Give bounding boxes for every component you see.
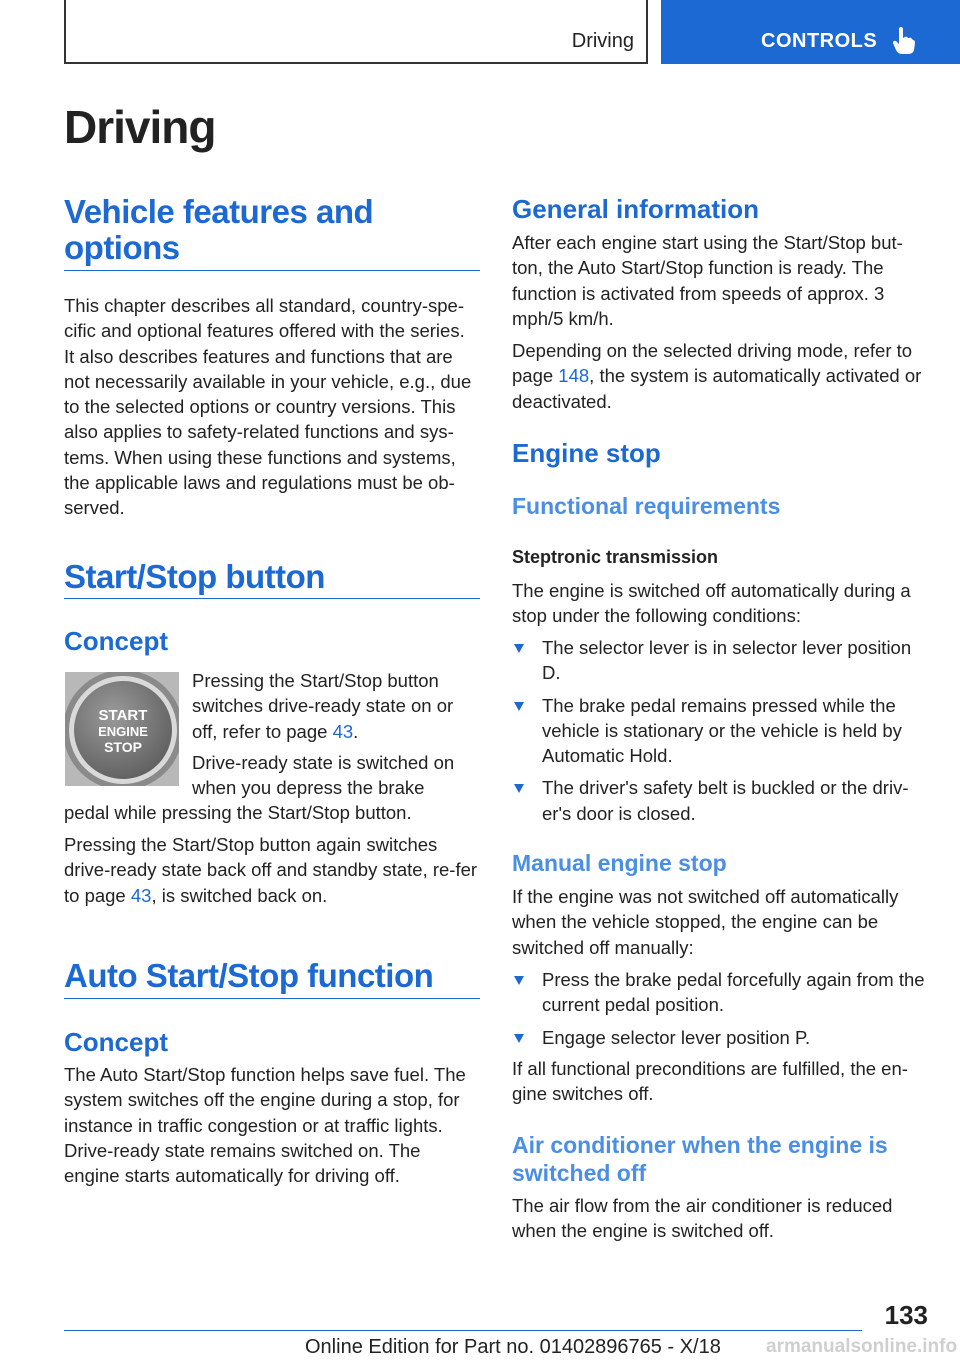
list-item: Engage selector lever position P. — [512, 1025, 928, 1050]
triangle-bullet-icon — [514, 976, 524, 985]
manual-engine-stop-list — [512, 967, 928, 1057]
footer-rule — [64, 1330, 862, 1331]
section-rule — [64, 270, 480, 271]
general-information-text-2: Depending on the selected driving mode, refer to page 148, the system is automatically activated or deactivated. — [512, 340, 922, 412]
page-ref-link[interactable]: 43 — [332, 720, 354, 742]
section-title-vehicle-features: Vehicle features and options — [64, 193, 374, 266]
list-item: The driver's safety belt is buckled or the driv-er's door is closed. — [512, 775, 928, 826]
concept-paragraph-3: Pressing the Start/Stop button again switches drive-ready state back off and standby state, re-fer to page 43, is switched back on. — [64, 834, 478, 906]
header-chapter-tab — [661, 0, 960, 64]
subsection-title-concept: Concept — [64, 626, 168, 656]
vehicle-features-text: This chapter describes all standard, country-spe-cific and optional features offered with the series. It also describes features and functions that are not necessarily available in your vehicle, e.g., due to the selected options or country versions. This also applies to safety-related functions and sys-tems. When using these functions and systems, the applicable laws and regulations must be ob-served. — [64, 295, 472, 519]
subsection-title-concept-2: Concept — [64, 1027, 168, 1057]
concept-paragraph-1: Pressing the Start/Stop button switches drive-ready state on or off, refer to page 43. — [192, 670, 454, 742]
air-conditioner-text: The air flow from the air conditioner is reduced when the engine is switched off. — [512, 1195, 893, 1242]
steptronic-conditions-list — [512, 635, 928, 833]
footer-edition: Online Edition for Part no. 01402896765 - X/18 — [305, 1336, 721, 1358]
subsection-title-functional-requirements: Functional requirements — [512, 493, 781, 519]
page-number: 133 — [884, 1300, 928, 1330]
button-image-line-3: STOP — [104, 739, 142, 755]
subsection-title-air-conditioner: Air conditioner when the engine is switched off — [512, 1132, 888, 1186]
concept-paragraph-2b: pedal while pressing the Start/Stop button. — [64, 802, 412, 823]
start-stop-button-image — [65, 672, 179, 786]
concept-paragraph-2a: Drive-ready state is switched on when you depress the brake — [192, 752, 455, 799]
page-ref-link[interactable]: 43 — [130, 884, 152, 906]
subsection-title-general-information: General information — [512, 194, 760, 224]
section-title-start-stop-button: Start/Stop button — [64, 558, 325, 595]
manual-engine-stop-text: If the engine was not switched off automatically when the vehicle stopped, the engine can be switched off manually: — [512, 886, 899, 958]
header-section-label: Driving — [571, 30, 634, 52]
footer-watermark: armanualsonline.info — [766, 1336, 958, 1357]
auto-start-stop-concept-text: The Auto Start/Stop function helps save fuel. The system switches off the engine during a stop, for instance in traffic congestion or at traffic lights. Drive-ready state remains switched on. The engine starts automatically for driving off. — [64, 1064, 466, 1187]
manual-engine-stop-after-text: If all functional preconditions are fulfilled, the en-gine switches off. — [512, 1058, 908, 1105]
list-item: The brake pedal remains pressed while the vehicle is stationary or the vehicle is held by Automatic Hold. — [512, 693, 928, 769]
subsection-title-engine-stop: Engine stop — [512, 438, 661, 468]
button-image-line-1: START — [98, 707, 148, 724]
triangle-bullet-icon — [514, 702, 524, 711]
header-chapter-label: CONTROLS — [761, 30, 878, 52]
list-item: The selector lever is in selector lever position D. — [512, 635, 928, 686]
section-rule — [64, 598, 480, 599]
general-information-text-1: After each engine start using the Start/Stop but-ton, the Auto Start/Stop function is ready. The function is activated from speeds of approx. 3 mph/5 km/h. — [512, 232, 903, 329]
subsection-title-steptronic: Steptronic transmission — [512, 547, 719, 567]
hand-pointer-icon — [893, 26, 915, 54]
page-title: Driving — [64, 101, 216, 153]
section-title-auto-start-stop: Auto Start/Stop function — [64, 957, 434, 994]
section-rule — [64, 998, 480, 999]
triangle-bullet-icon — [514, 1034, 524, 1043]
steptronic-text: The engine is switched off automatically during a stop under the following conditions: — [512, 580, 911, 627]
triangle-bullet-icon — [514, 644, 524, 653]
header-section-box — [64, 0, 648, 64]
subsection-title-manual-engine-stop: Manual engine stop — [512, 850, 727, 876]
page-ref-link[interactable]: 148 — [558, 365, 590, 387]
button-image-line-2: ENGINE — [98, 724, 148, 739]
triangle-bullet-icon — [514, 784, 524, 793]
list-item: Press the brake pedal forcefully again from the current pedal position. — [512, 967, 928, 1018]
